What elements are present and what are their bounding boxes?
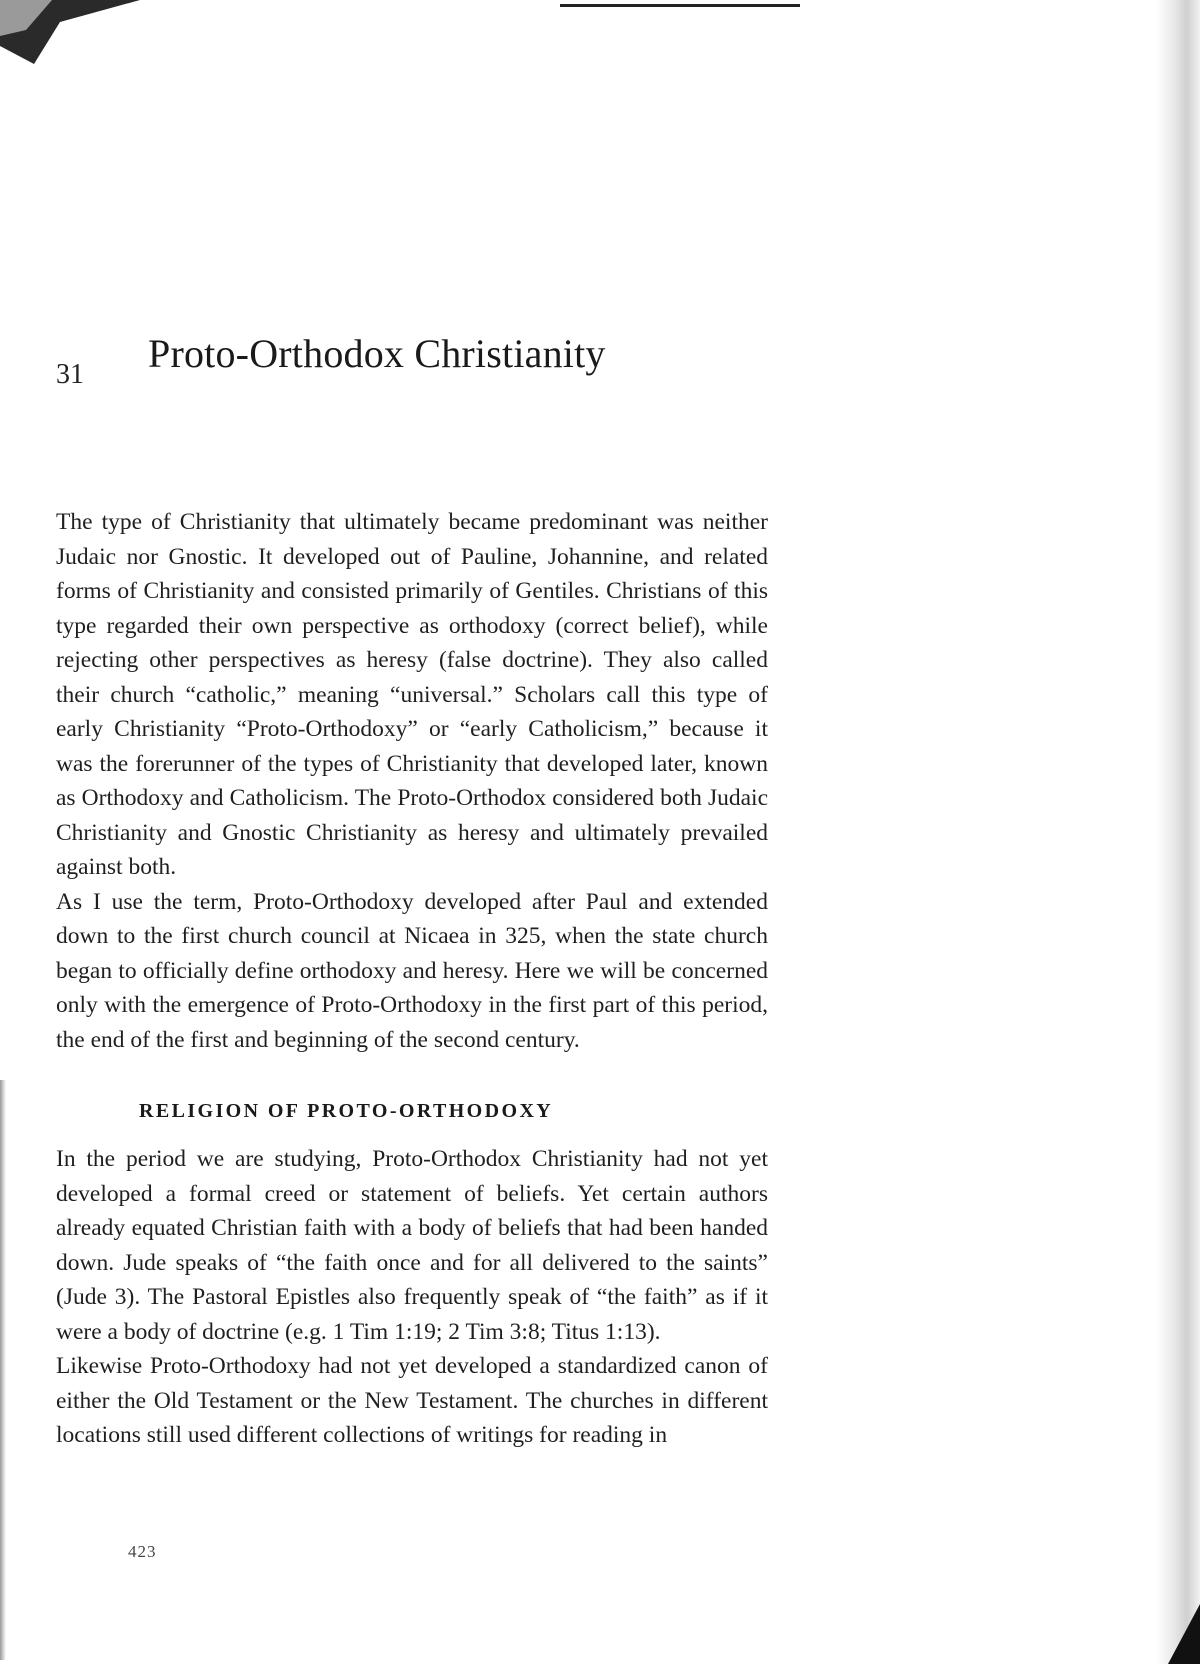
chapter-title: Proto-Orthodox Christianity [148,331,606,376]
paragraph: As I use the term, Proto-Orthodoxy developed after Paul and extended down to the first church council at Nicaea in 325, when the state church began to officially define orthodoxy and heresy. Here we will be concerned only with the emergence of Proto-Orthodoxy in the first part of this period, the end of the first and beginning of the second century. [56,888,768,1053]
paragraph: In the period we are studying, Proto-Orthodox Christianity had not yet developed a formal creed or statement of beliefs. Yet certain authors already equated Christian faith with a body of beliefs that had been handed down. Jude speaks of “the faith once and for all delivered to the saints” (Jude 3). The Pastoral Epistles also frequently speak of “the faith” as if it were a body of doctrine (e.g. 1 Tim 1:19; 2 Tim 3:8; Titus 1:13). [56,1146,768,1345]
scan-edge-right [1156,0,1200,1664]
chapter-number: 31 [56,359,84,390]
paragraph: The type of Christianity that ultimately became predominant was neither Judaic nor Gnostic. It developed out of Pauline, Johannine, and related forms of Christianity and consisted primarily of Gentiles. Christians of this type regarded their own perspective as orthodoxy (correct belief), while rejecting other perspectives as heresy (false doctrine). They also called their church “catholic,” meaning “universal.” Scholars call this type of early Christianity “Proto-Orthodoxy” or “early Catholicism,” because it was the forerunner of the types of Christianity that developed later, known as Orthodoxy and Catholicism. The Proto-Orthodox considered both Judaic Christianity and Gnostic Christianity as heresy and ultimately prevailed against both. [56,509,768,880]
section-text [56,1142,768,1453]
scan-shadow-corner [0,0,160,80]
paragraph: Likewise Proto-Orthodoxy had not yet developed a standardized canon of either the Old Testament or the New Testament. The churches in different locations still used different collections of writings for reading in [56,1353,768,1448]
scan-edge-left [0,1080,6,1660]
section-heading: RELIGION OF PROTO-ORTHODOXY [139,1100,554,1122]
scan-corner-mark [1160,1604,1200,1664]
page-number: 423 [128,1542,157,1561]
intro-text [56,505,768,1057]
scan-edge-top [560,4,800,7]
